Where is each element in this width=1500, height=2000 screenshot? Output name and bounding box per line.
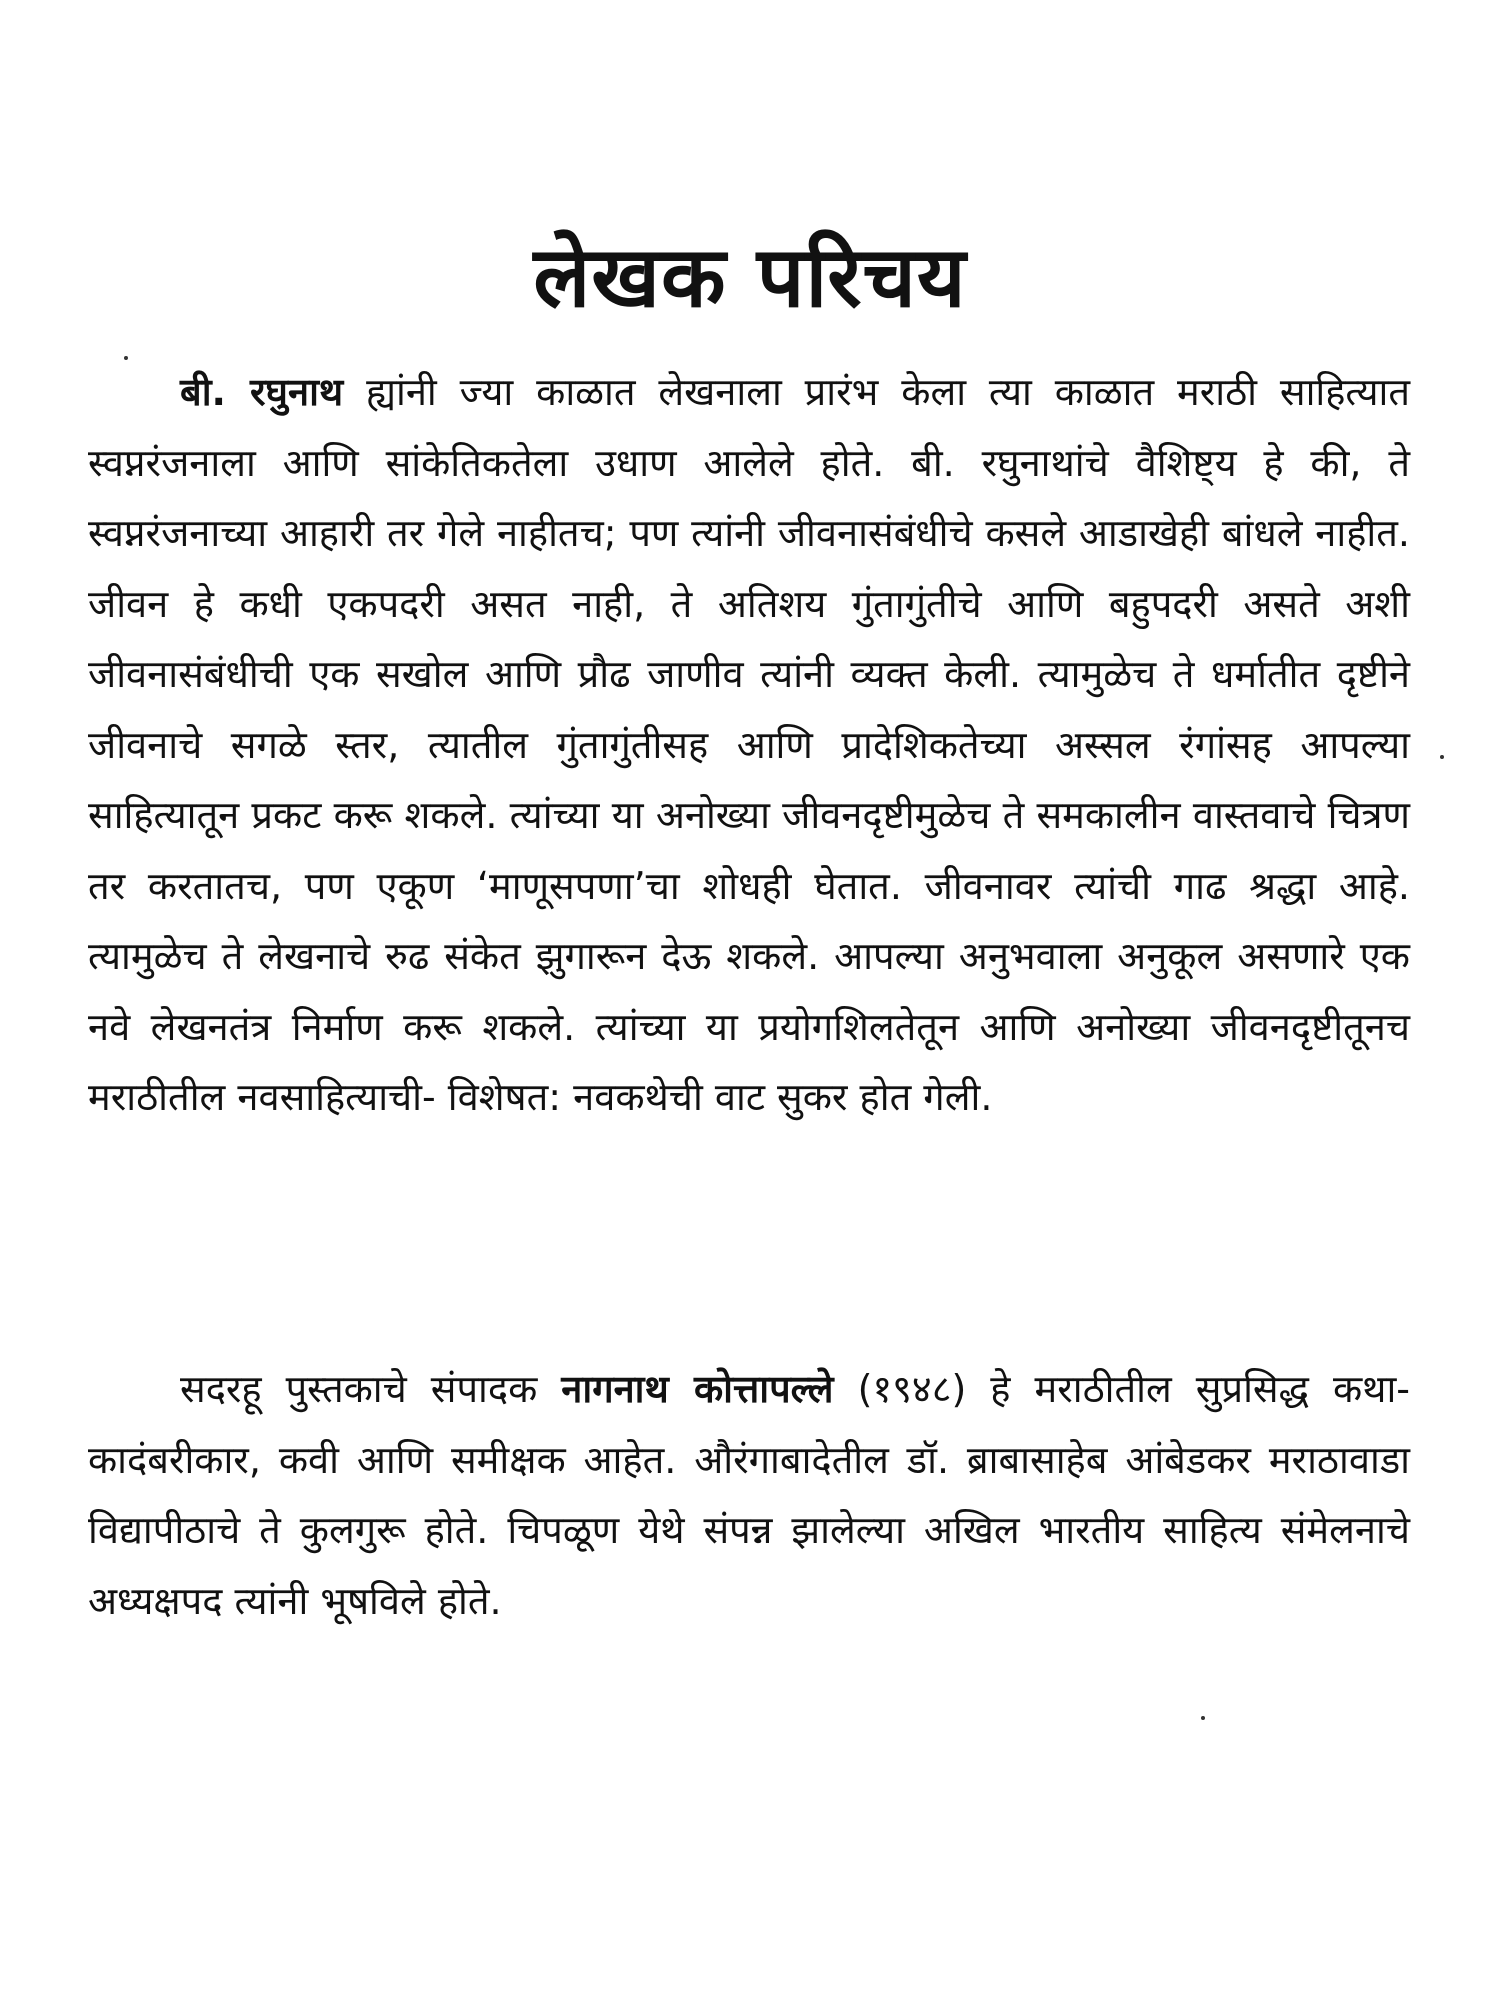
author-intro-paragraph (88, 357, 1410, 1133)
editor-intro-paragraph (88, 1354, 1410, 1636)
scan-speck (124, 356, 128, 360)
scan-speck (1201, 1716, 1205, 1720)
editor-intro-text: (१९४८) हे मराठीतील सुप्रसिद्ध कथा-कादंबरीकार, कवी आणि समीक्षक आहेत. औरंगाबादेतील डॉ. ब्राबासाहेब आंबेडकर मराठावाडा विद्यापीठाचे ते कुलगुरू होते. चिपळूण येथे संपन्न झालेल्या अखिल भारतीय साहित्य संमेलनाचे अध्यक्षपद त्यांनी भूषविले होते. (88, 1367, 1410, 1623)
scan-speck (1440, 755, 1444, 759)
author-name: बी. रघुनाथ (180, 370, 344, 414)
editor-intro-lead: सदरहू पुस्तकाचे संपादक (180, 1367, 562, 1411)
author-intro-text: ह्यांनी ज्या काळात लेखनाला प्रारंभ केला त्या काळात मराठी साहित्यात स्वप्नरंजनाला आणि सांकेतिकतेला उधाण आलेले होते. बी. रघुनाथांचे वैशिष्ट्य हे की, ते स्वप्नरंजनाच्या आहारी तर गेले नाहीतच; पण त्यांनी जीवनासंबंधीचे कसले आडाखेही बांधले नाहीत. जीवन हे कधी एकपदरी असत नाही, ते अतिशय गुंतागुंतीचे आणि बहुपदरी असते अशी जीवनासंबंधीची एक सखोल आणि प्रौढ जाणीव त्यांनी व्यक्त केली. त्यामुळेच ते धर्मातीत दृष्टीने जीवनाचे सगळे स्तर, त्यातील गुंतागुंतीसह आणि प्रादेशिकतेच्या अस्सल रंगांसह आपल्या साहित्यातून प्रकट करू शकले. त्यांच्या या अनोख्या जीवनदृष्टीमुळेच ते समकालीन वास्तवाचे चित्रण तर करतातच, पण एकूण ‘माणूसपणा’चा शोधही घेतात. जीवनावर त्यांची गाढ श्रद्धा आहे. त्यामुळेच ते लेखनाचे रुढ संकेत झुगारून देऊ शकले. आपल्या अनुभवाला अनुकूल असणारे एक नवे लेखनतंत्र निर्माण करू शकले. त्यांच्या या प्रयोगशिलतेतून आणि अनोख्या जीवनदृष्टीतूनच मराठीतील नवसाहित्याची- विशेषत: नवकथेची वाट सुकर होत गेली. (88, 370, 1410, 1119)
editor-name: नागनाथ कोत्तापल्ले (561, 1367, 834, 1411)
page-title: लेखक परिचय (533, 228, 967, 326)
